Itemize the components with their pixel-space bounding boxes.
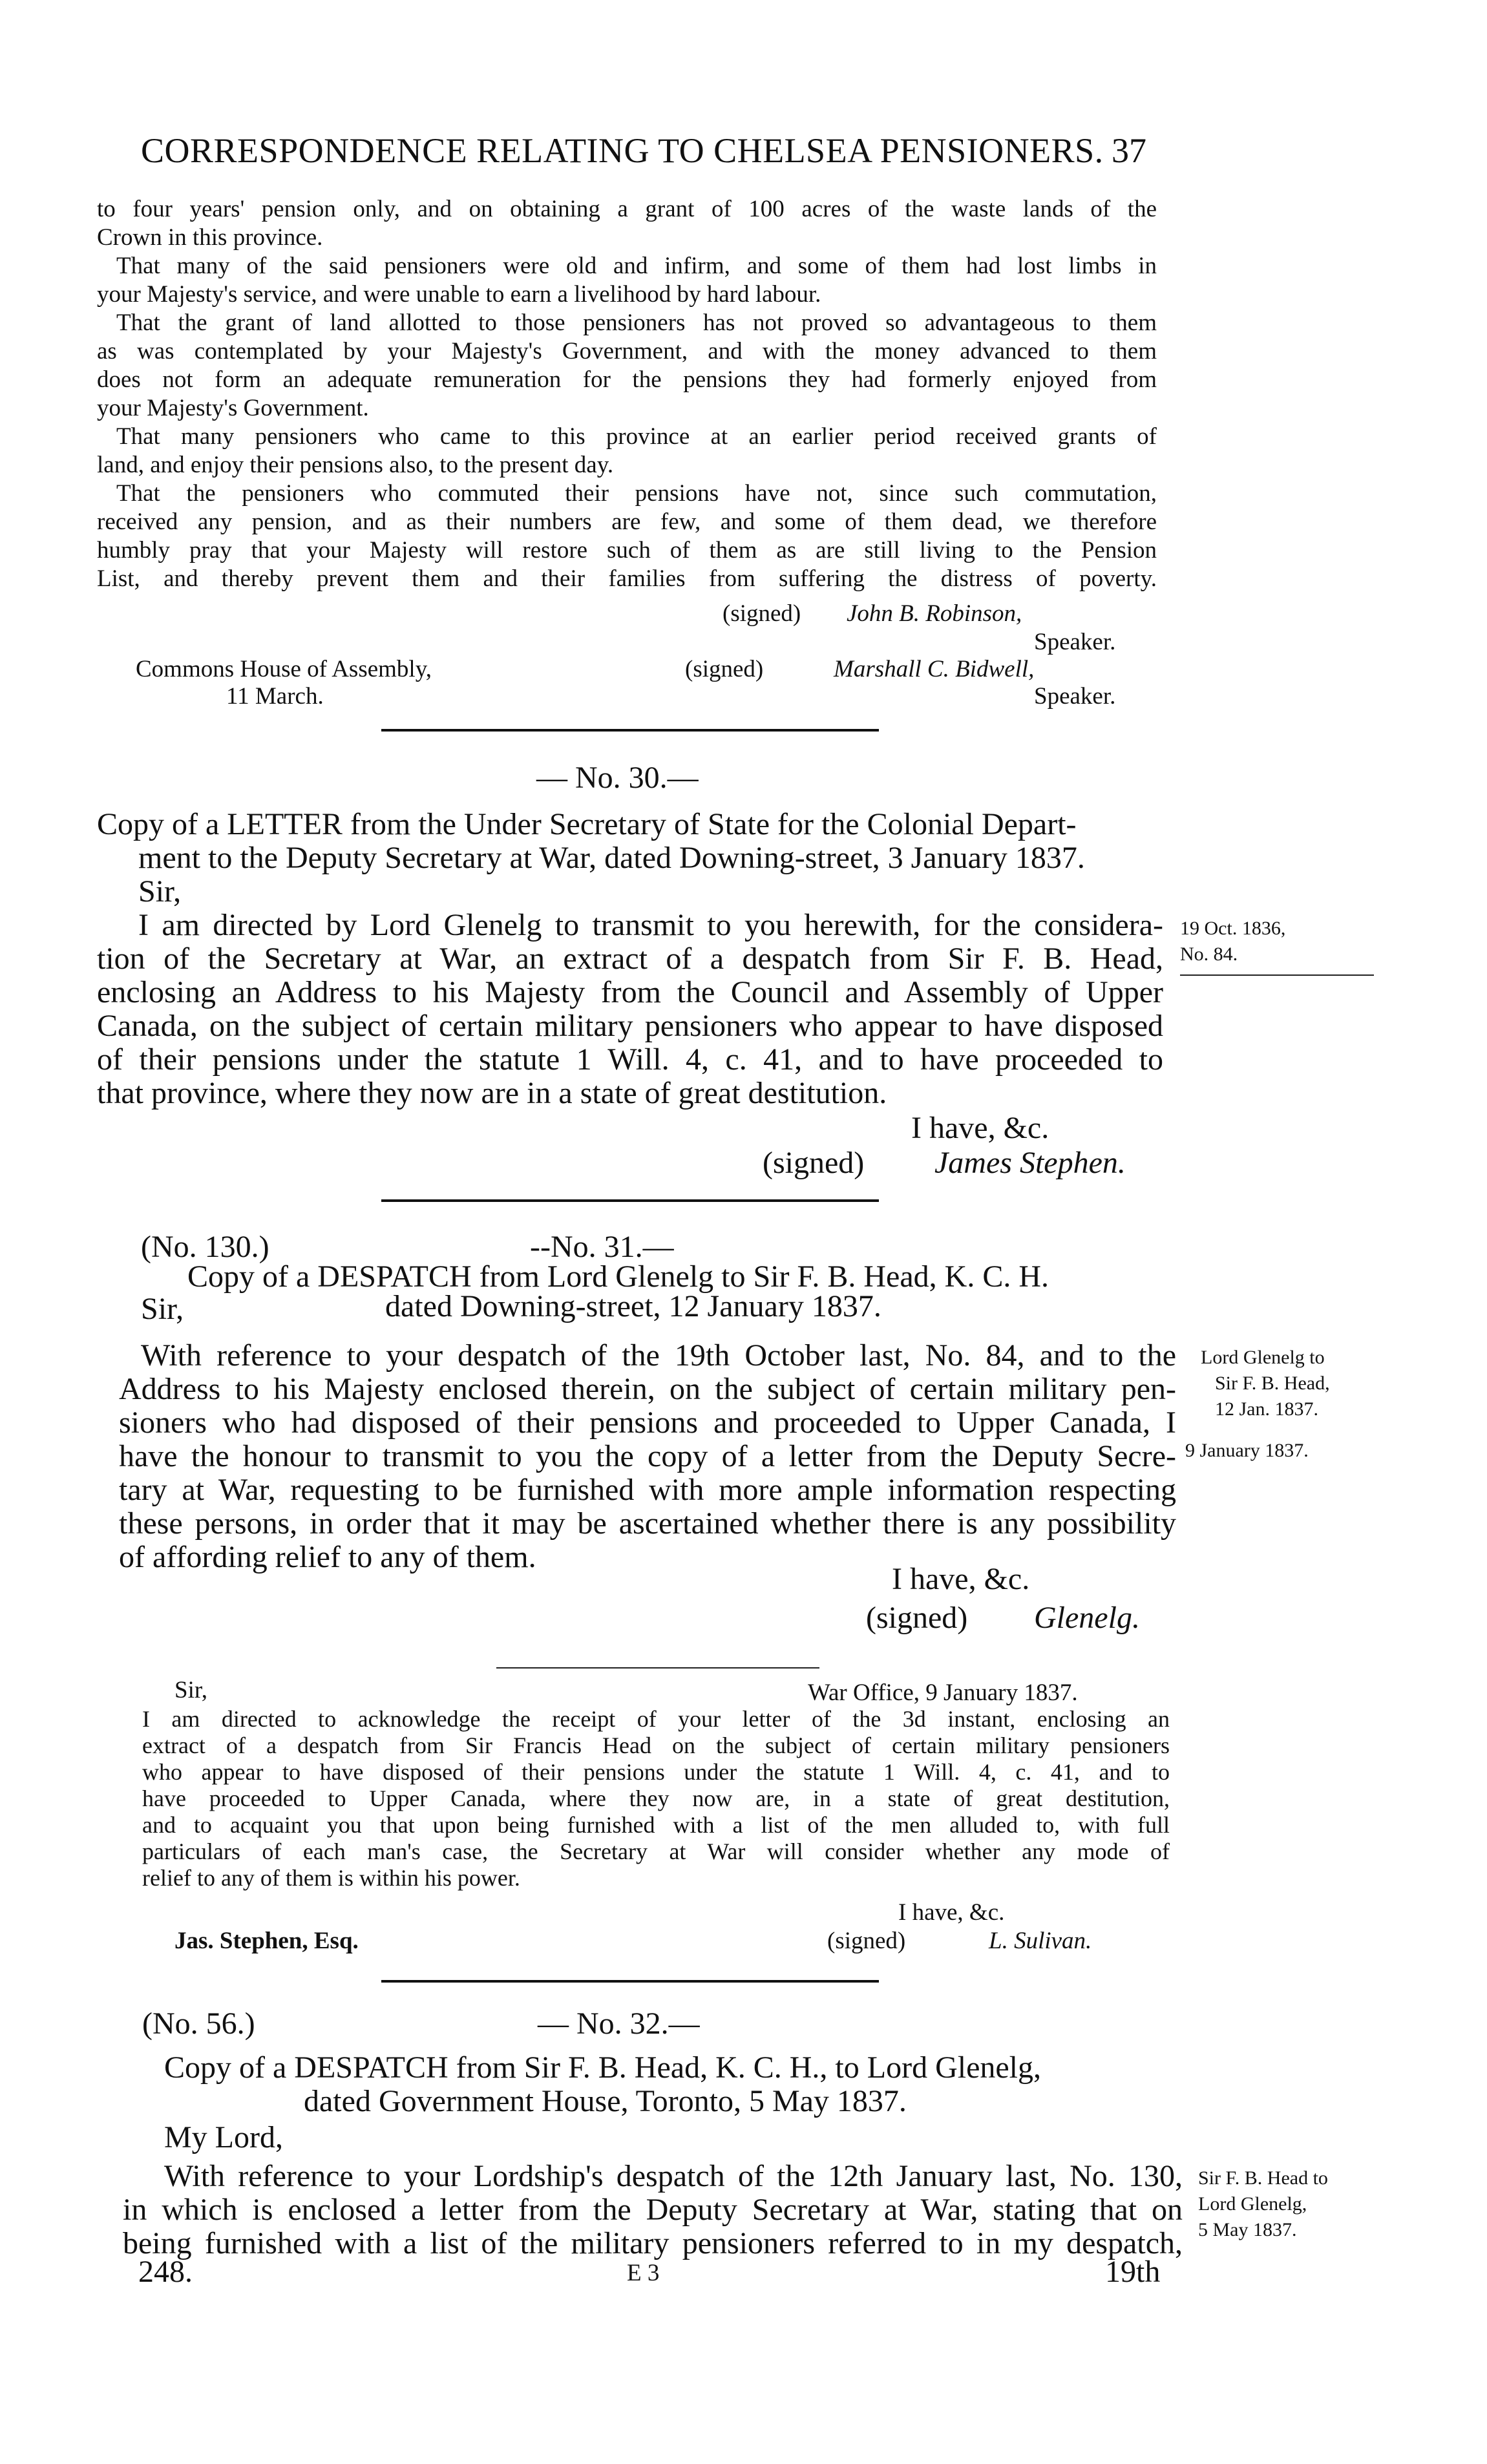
petition-line: to four years' pension only, and on obtaining a grant of 100 acres of the waste lands of the — [97, 196, 1157, 222]
signed-label: (signed) — [827, 1928, 906, 1954]
section-divider — [381, 729, 879, 732]
section-divider — [381, 1199, 879, 1202]
closing: I have, &c. — [898, 1899, 1005, 1926]
petition-line: List, and thereby prevent them and their families from suffering the distress of poverty. — [97, 565, 1157, 592]
body-line: and to acquaint you that upon being furnished with a list of the men alluded to, with full — [142, 1812, 1170, 1838]
body-line: Address to his Majesty enclosed therein, on the subject of certain military pen- — [119, 1372, 1176, 1406]
letter-body — [97, 909, 1163, 1110]
footer-left: 248. — [138, 2255, 193, 2289]
margin-note: No. 84. — [1180, 943, 1238, 965]
body-line: of their pensions under the statute 1 Will. 4, c. 41, and to have proceeded to — [97, 1042, 1163, 1077]
closing: I have, &c. — [911, 1111, 1049, 1145]
body-line: tion of the Secretary at War, an extract of a despatch from Sir F. B. Head, — [97, 942, 1163, 976]
letter-body — [119, 1339, 1176, 1574]
signed-label: (signed) — [685, 656, 764, 682]
signed-label: (signed) — [866, 1601, 968, 1635]
margin-note: 9 January 1837. — [1185, 1440, 1309, 1461]
document-title: dated Government House, Toronto, 5 May 1837. — [304, 2084, 907, 2118]
running-title: CORRESPONDENCE RELATING TO CHELSEA PENSIONERS. — [141, 131, 1104, 170]
signed-label: (signed) — [763, 1146, 865, 1180]
body-line: who appear to have disposed of their pensions under the statute 1 Will. 4, c. 41, and to — [142, 1759, 1170, 1785]
closing: I have, &c. — [892, 1562, 1030, 1596]
catchword: 19th — [1105, 2255, 1161, 2289]
petition-line: your Majesty's Government. — [97, 395, 369, 421]
document-title: dated Downing-street, 12 January 1837. — [385, 1289, 881, 1323]
despatch-ref: (No. 130.) — [141, 1230, 269, 1264]
page-number: 37 — [1112, 131, 1146, 170]
body-line: I am directed to acknowledge the receipt of your letter of the 3d instant, enclosing an — [142, 1706, 1170, 1732]
despatch-ref: (No. 56.) — [142, 2006, 255, 2041]
signed-label: (signed) — [722, 600, 801, 627]
section-heading: --No. 31.— — [530, 1230, 674, 1264]
body-line: With reference to your despatch of the 19th October last, No. 84, and to the — [141, 1338, 1176, 1373]
document-title: Copy of a DESPATCH from Sir F. B. Head, K. C. H., to Lord Glenelg, — [164, 2050, 1042, 2085]
margin-rule — [1180, 974, 1374, 976]
petition-line: as was contemplated by your Majesty's Government, and with the money advanced to them — [97, 338, 1157, 364]
addressee: Jas. Stephen, Esq. — [174, 1928, 359, 1954]
body-line: that province, where they now are in a state of great destitution. — [97, 1076, 887, 1110]
petition-line: That the pensioners who commuted their pensions have not, since such commutation, — [116, 480, 1157, 507]
date-label: 11 March. — [226, 683, 324, 710]
document-title: Copy of a LETTER from the Under Secretary of State for the Colonial Depart- — [97, 807, 1077, 841]
margin-note: Sir F. B. Head to — [1198, 2167, 1328, 2189]
petition-line: That many of the said pensioners were old and infirm, and some of them had lost limbs in — [116, 253, 1157, 279]
signer-name: John B. Robinson, — [847, 600, 1022, 627]
margin-note: 5 May 1837. — [1198, 2219, 1297, 2240]
section-heading: — No. 32.— — [538, 2006, 700, 2041]
petition-line: That the grant of land allotted to those pensioners has not proved so advantageous to them — [116, 310, 1157, 336]
place-label: Commons House of Assembly, — [136, 656, 432, 682]
margin-note: Sir F. B. Head, — [1215, 1373, 1330, 1394]
petition-line: does not form an adequate remuneration for the pensions they had formerly enjoyed from — [97, 366, 1157, 393]
signer-name: L. Sulivan. — [989, 1928, 1092, 1954]
body-line: have proceeded to Upper Canada, where they now are, in a state of great destitution, — [142, 1785, 1170, 1811]
body-line: extract of a despatch from Sir Francis Head on the subject of certain military pensioners — [142, 1732, 1170, 1758]
salutation: Sir, — [174, 1677, 207, 1703]
body-line: enclosing an Address to his Majesty from the Council and Assembly of Upper — [97, 975, 1163, 1009]
salutation: My Lord, — [164, 2120, 283, 2154]
margin-note: Lord Glenelg to — [1201, 1347, 1325, 1368]
salutation: Sir, — [138, 874, 182, 909]
signature-mark: E 3 — [627, 2260, 660, 2286]
petition-line: That many pensioners who came to this province at an earlier period received grants of — [116, 423, 1157, 450]
signer-role: Speaker. — [1034, 629, 1116, 655]
margin-note: 12 Jan. 1837. — [1215, 1398, 1318, 1420]
body-line: sioners who had disposed of their pensions and proceeded to Upper Canada, I — [119, 1406, 1176, 1440]
body-line: I am directed by Lord Glenelg to transmit to you herewith, for the considera- — [138, 908, 1163, 942]
section-heading: — No. 30.— — [536, 761, 699, 795]
petition-line: land, and enjoy their pensions also, to the present day. — [97, 452, 614, 478]
body-line: With reference to your Lordship's despatch of the 12th January last, No. 130, — [164, 2159, 1183, 2193]
body-line: of affording relief to any of them. — [119, 1540, 536, 1574]
place-date: War Office, 9 January 1837. — [808, 1680, 1078, 1706]
salutation: Sir, — [141, 1292, 184, 1326]
body-line: Canada, on the subject of certain military pensioners who appear to have disposed — [97, 1009, 1163, 1043]
body-line: relief to any of them is within his power. — [142, 1865, 520, 1891]
document-title: Copy of a DESPATCH from Lord Glenelg to Sir F. B. Head, K. C. H. — [187, 1259, 1049, 1294]
petition-line: received any pension, and as their numbers are few, and some of them dead, we therefore — [97, 509, 1157, 535]
body-line: being furnished with a list of the military pensioners referred to in my despatch, — [123, 2226, 1183, 2260]
petition-line: your Majesty's service, and were unable to earn a livelihood by hard labour. — [97, 281, 821, 308]
signer-role: Speaker. — [1034, 683, 1116, 710]
signer-name: Glenelg. — [1034, 1601, 1140, 1635]
document-title: ment to the Deputy Secretary at War, dated Downing-street, 3 January 1837. — [138, 841, 1085, 875]
signer-name: James Stephen. — [934, 1146, 1126, 1180]
enclosure-body — [142, 1706, 1170, 1891]
margin-note: 19 Oct. 1836, — [1180, 918, 1286, 939]
petition-line: humbly pray that your Majesty will restore such of them as are still living to the Pension — [97, 537, 1157, 563]
body-line: have the honour to transmit to you the copy of a letter from the Deputy Secre- — [119, 1439, 1176, 1473]
body-line: these persons, in order that it may be ascertained whether there is any possibility — [119, 1506, 1176, 1541]
section-divider — [381, 1980, 879, 1983]
petition-text — [97, 195, 1157, 593]
letter-body — [123, 2160, 1183, 2260]
margin-note: Lord Glenelg, — [1198, 2193, 1307, 2215]
signer-name: Marshall C. Bidwell, — [834, 656, 1035, 682]
body-line: tary at War, requesting to be furnished with more ample information respecting — [119, 1473, 1176, 1507]
petition-line: Crown in this province. — [97, 224, 323, 251]
enclosure-divider — [496, 1667, 819, 1669]
body-line: particulars of each man's case, the Secretary at War will consider whether any mode of — [142, 1838, 1170, 1864]
body-line: in which is enclosed a letter from the Deputy Secretary at War, stating that on — [123, 2193, 1183, 2227]
